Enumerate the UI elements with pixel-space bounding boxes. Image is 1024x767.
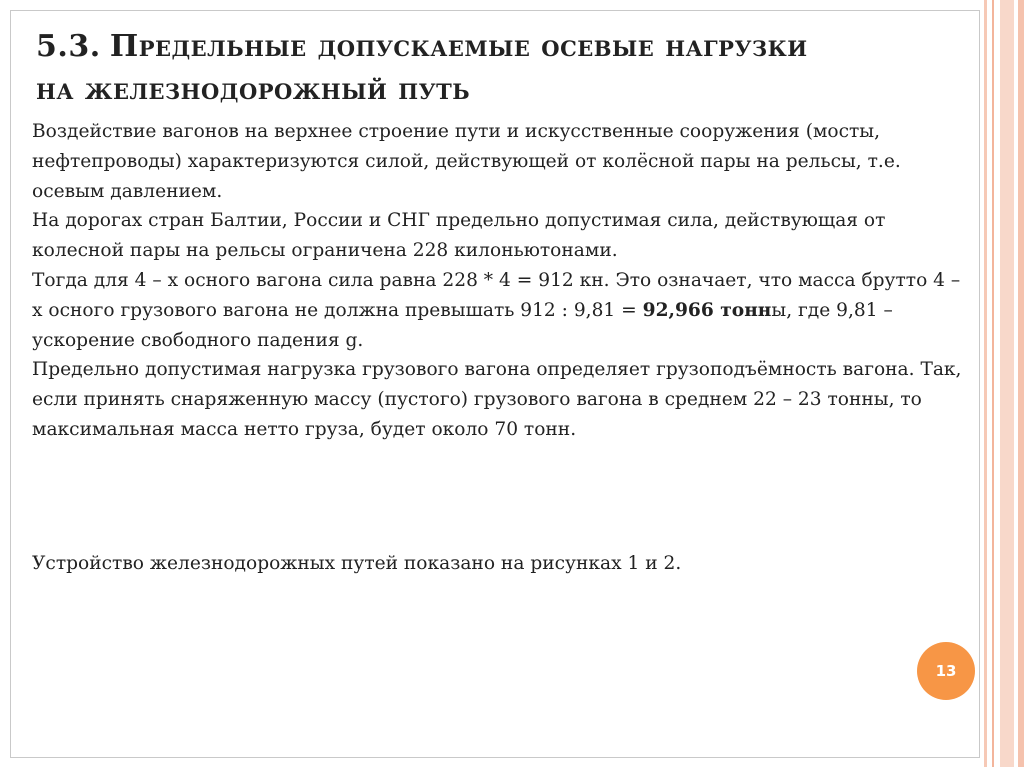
page-number-badge bbox=[917, 642, 975, 700]
slide-title bbox=[36, 26, 956, 112]
result-mass-bold: 92,966 тонн bbox=[642, 299, 772, 321]
stripe bbox=[992, 0, 994, 767]
stripe bbox=[984, 0, 987, 767]
paragraph-3-text: Тогда для 4 – х осного вагона сила равна 228 * 4 = 912 кн. Это означает, что масса брутто 4 – х осного грузового вагона не должна превышать 912 : 9,81 = bbox=[32, 269, 961, 321]
page-number: 13 bbox=[935, 662, 957, 680]
slide-body bbox=[32, 117, 972, 445]
figure-reference-text: Устройство железнодорожных путей показано на рисунках 1 и 2. bbox=[32, 553, 682, 574]
stripe bbox=[1000, 0, 1014, 767]
title-number: 5.3. bbox=[36, 29, 101, 64]
paragraph-3 bbox=[32, 266, 972, 355]
paragraph-3-tail: ы, где 9,81 – ускорение свободного падения g. bbox=[32, 299, 893, 351]
paragraph-4: Предельно допустимая нагрузка грузового вагона определяет грузоподъёмность вагона. Так, если принять снаряженную массу (пустого) грузового вагона в среднем 22 – 23 тонны, то максимальная масса нетто груза, будет около 70 тонн. bbox=[32, 359, 962, 440]
paragraph-2: На дорогах стран Балтии, России и СНГ предельно допустимая сила, действующая от колесной пары на рельсы ограничена 228 килоньютонами. bbox=[32, 210, 886, 262]
stripe bbox=[1018, 0, 1024, 767]
paragraph-1: Воздействие вагонов на верхнее строение пути и искусственные сооружения (мосты, нефтепроводы) характеризуются силой, действующей от колёсной пары на рельсы, т.е. осевым давлением. bbox=[32, 121, 901, 202]
decorative-stripes bbox=[978, 0, 1024, 767]
title-line-1: Предельные допускаемые осевые нагрузки bbox=[109, 29, 808, 64]
title-line-2: на железнодорожный путь bbox=[36, 72, 471, 107]
